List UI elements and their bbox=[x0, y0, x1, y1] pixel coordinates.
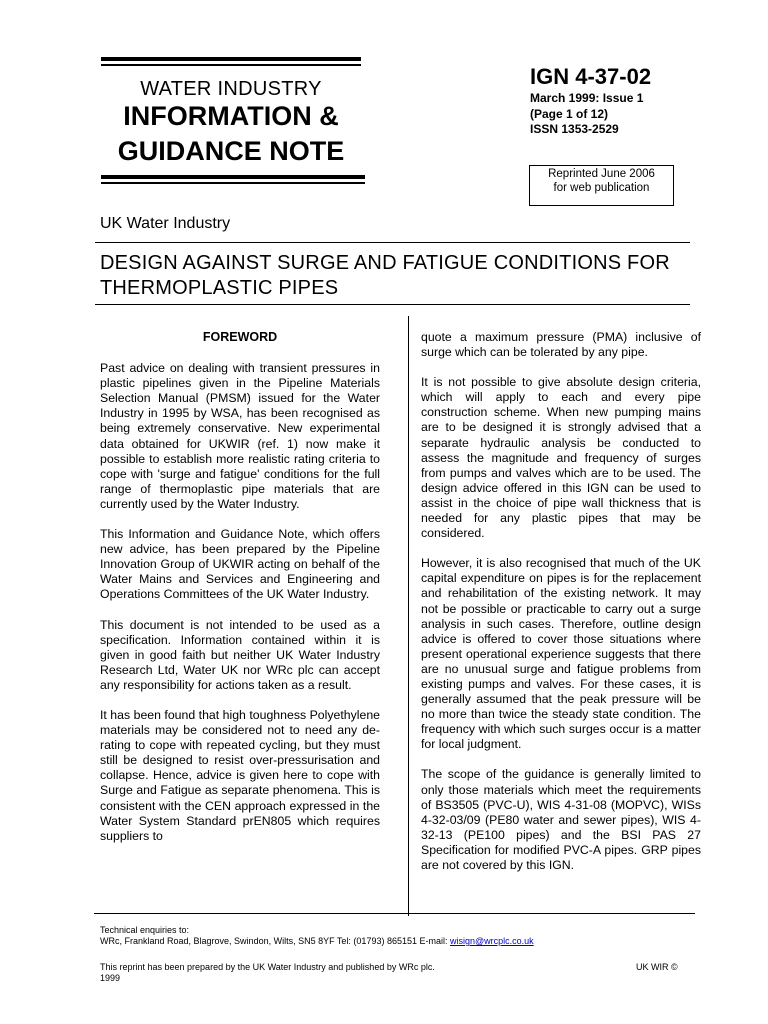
footer-address-text: WRc, Frankland Road, Blagrove, Swindon, Wilts, SN5 8YF Tel: (01793) 865151 E-mail: bbox=[100, 936, 450, 946]
header-bottom-rule-thick bbox=[101, 175, 365, 179]
ign-page-count: (Page 1 of 12) bbox=[530, 107, 609, 121]
title-line-2: THERMOPLASTIC PIPES bbox=[100, 277, 339, 299]
footer-enquiries-label: Technical enquiries to: bbox=[100, 925, 190, 935]
right-column bbox=[421, 330, 701, 888]
right-paragraph: quote a maximum pressure (PMA) inclusive of surge which can be tolerated by any pipe. bbox=[421, 330, 701, 360]
left-paragraph: This document is not intended to be used as a specification. Information contained within it is given in good faith but neither UK Water Industry Research Ltd, Water UK nor WRc plc can accept any responsibility for actions taken as a result. bbox=[100, 617, 380, 692]
footer-copyright: UK WIR © bbox=[636, 962, 678, 972]
right-paragraph: It is not possible to give absolute design criteria, which will apply to each and every pipe construction scheme. When new pumping mains are to be designed it is strongly advised that a separate hydraulic analysis be conducted to assess the magnitude and frequency of surges from pumps and valves which are to be used. The design advice offered in this IGN can be used to assist in the choice of pipe wall thickness that is needed for any plastic pipes that may be considered. bbox=[421, 375, 701, 541]
ign-issue-date: March 1999: Issue 1 bbox=[530, 91, 644, 105]
left-paragraph: This Information and Guidance Note, which offers new advice, has been prepared by the Pipeline Innovation Group of UKWIR acting on behalf of the Water Mains and Services and Engineering and Operations Committees of the UK Water Industry. bbox=[100, 527, 380, 602]
footer-year: 1999 bbox=[100, 973, 121, 983]
left-column bbox=[100, 330, 380, 859]
title-top-rule bbox=[95, 242, 690, 243]
reprint-line-2: for web publication bbox=[553, 182, 650, 194]
reprint-notice-box bbox=[529, 165, 674, 206]
header-information: INFORMATION & bbox=[123, 101, 339, 131]
header-water-industry: WATER INDUSTRY bbox=[140, 78, 322, 100]
footer-rule bbox=[94, 913, 695, 914]
header-top-rule-thin bbox=[101, 64, 361, 66]
header-guidance-note: GUIDANCE NOTE bbox=[117, 136, 345, 166]
footer-email-link[interactable]: wisign@wrcplc.co.uk bbox=[450, 936, 534, 946]
left-paragraph: Past advice on dealing with transient pressures in plastic pipelines given in the Pipeline Materials Selection Manual (PMSM) issued for the Water Industry in 1995 by WSA, has been recognised as being extremely conservative. New experimental data obtained for UKWIR (ref. 1) now make it possible to establish more realistic rating criteria to cope with 'surge and fatigue' conditions for the full range of thermoplastic pipe materials that are currently used by the Water Industry. bbox=[100, 361, 380, 511]
right-paragraph: The scope of the guidance is generally limited to only those materials which meet the requirements of BS3505 (PVC-U), WIS 4-31-08 (MOPVC), WISs 4-32-03/09 (PE80 water and sewer pipes), WIS 4-32-13 (PE100 pipes) and the BSI PAS 27 Specification for modified PVC-A pipes. GRP pipes are not covered by this IGN. bbox=[421, 767, 701, 872]
header-bottom-rule-thin bbox=[101, 182, 365, 184]
foreword-heading: FOREWORD bbox=[202, 330, 278, 344]
document-title bbox=[100, 251, 720, 301]
footer-address bbox=[100, 936, 534, 947]
footer-reprint-note: This reprint has been prepared by the UK Water Industry and published by WRc plc. bbox=[100, 962, 435, 972]
ign-code: IGN 4-37-02 bbox=[530, 64, 652, 89]
ign-issn: ISSN 1353-2529 bbox=[530, 122, 619, 136]
left-paragraph: It has been found that high toughness Polyethylene materials may be considered not to need any de-rating to cope with repeated cycling, but they must still be designed to resist over-pressurisation and collapse. Hence, advice is given here to cope with Surge and Fatigue as separate phenomena. This is consistent with the CEN approach expressed in the Water System Standard prEN805 which requires suppliers to bbox=[100, 707, 380, 843]
column-divider bbox=[408, 316, 409, 916]
title-line-1: DESIGN AGAINST SURGE AND FATIGUE CONDITIONS FOR bbox=[100, 252, 670, 274]
uk-water-industry-label: UK Water Industry bbox=[100, 215, 231, 232]
header-top-rule-thick bbox=[101, 57, 361, 61]
reprint-line-1: Reprinted June 2006 bbox=[548, 168, 655, 180]
title-bottom-rule bbox=[95, 304, 690, 305]
right-paragraph: However, it is also recognised that much of the UK capital expenditure on pipes is for the replacement and rehabilitation of the existing network. It may not be possible or practicable to carry out a surge analysis in such cases. Therefore, outline design advice is offered to cover those situations where present operational experience suggests that there are no unusual surge and fatigue problems from existing pumps and valves. For these cases, it is generally assumed that the peak pressure will be no more than twice the steady state condition. The frequency with which such surges occur is a matter for local judgment. bbox=[421, 556, 701, 752]
